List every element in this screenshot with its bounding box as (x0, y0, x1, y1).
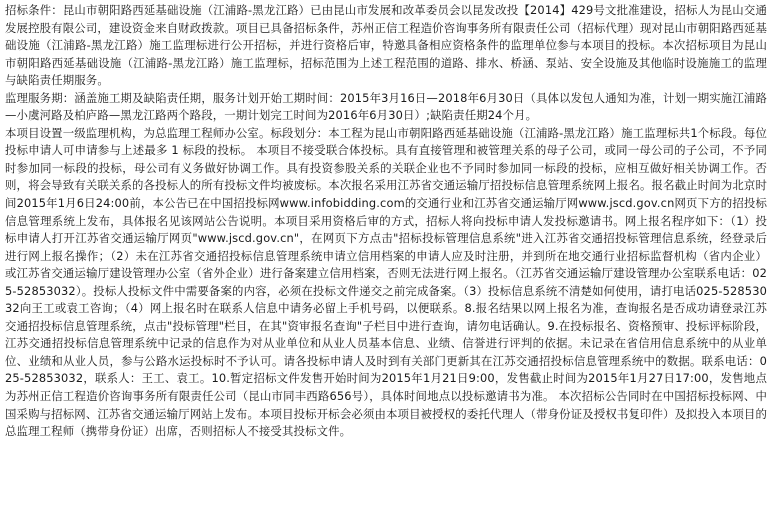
paragraph-project-details: 本项目设置一级监理机构，为总监理工程师办公室。标段划分：本工程为昆山市朝阳路西延基础设施（江浦路-黑龙江路）施工监理标共1个标段。每位投标申请人可申请参与上述最多 1 标段的投标。 本项目不接受联合体投标。具有直接管理和被管理关系的母子公司，或同一母公司的子公司，不予同时参加同一标段的投标，母公司有义务做好协调工作。具有投资参股关系的关联企业也不予同时参加同一标段的投标，应相互做好相关协调工作。否则，将会导致有关联关系的各投标人的所有投标文件均被废标。本次报名采用江苏省交通运输厅招投标信息管理系统网上报名。报名截止时间为北京时间2015年1月6日24:00前，本公告已在中国招投标网www.infobidding.com的交通行业和江苏省交通运输厅网www.jscd.gov.cn网页下方的招投标信息管理系统上发布，具体报名见该网站公告说明。本项目采用资格后审的方式，招标人将向投标申请人发投标邀请书。网上报名程序如下：（1）投标申请人打开江苏省交通运输厅网页"www.jscd.gov.cn"，在网页下方点击"招标投标管理信息系统"进入江苏省交通招投标管理信息系统，经登录后进行网上报名操作；（2）未在江苏省交通招投标信息管理系统申请立信用档案的申请人应及时注册，并到所在地交通行业招标监督机构（省内企业）或江苏省交通运输厅建设管理办公室（省外企业）进行备案建立信用档案，否则无法进行网上报名。（江苏省交通运输厅建设管理办公室联系电话：025-52853032）。投标人投标文件中需要备案的内容，必须在投标文件递交之前完成备案。（3）投标信息系统不清楚如何使用，请打电话025-52853032向王工或袁工咨询；（4）网上报名时在联系人信息中请务必留上手机号码，以便联系。8.报名结果以网上报名为准，查询报名是否成功请登录江苏交通招投标信息管理系统，点击"投标管理"栏目，在其"资审报名查询"子栏目中进行查询，请勿电话确认。9.在投标报名、资格预审、投标评标阶段，江苏交通招投标信息管理系统中记录的信息作为对从业单位和从业人员基本信息、业绩、信誉进行评判的依据。未记录在省信用信息系统中的从业单位、业绩和从业人员，参与公路水运投标时不予认可。请各投标申请人及时到有关部门更新其在江苏交通招投标信息管理系统中的数据。联系电话：025-52853032，联系人：王工、袁工。10.暂定招标文件发售开始时间为2015年1月21日9:00，发售截止时间为2015年1月27日17:00，发售地点为苏州正信工程造价咨询事务所有限责任公司（昆山市同丰西路656号），具体时间地点以投标邀请书为准。 本次招标公告同时在中国招标投标网、中国采购与招标网、江苏省交通运输厅网站上发布。本项目投标开标会必须由本项目被授权的委托代理人（带身份证及授权书复印件）及拟投入本项目的总监理工程师（携带身份证）出席，否则招标人不接受其投标文件。 (5, 125, 767, 439)
paragraph-service-period: 监理服务期：涵盖施工期及缺陷责任期，服务计划开始工期时间：2015年3月16日—2018年6月30日（具体以发包人通知为准，计划一期实施江浦路—小虞河路及柏庐路—黑龙江路两个路段，一期计划完工时间为2016年6月30日）;缺陷责任期24个月。 (5, 90, 767, 123)
paragraph-tender-conditions: 招标条件：昆山市朝阳路西延基础设施（江浦路-黑龙江路）已由昆山市发展和改革委员会以昆发改投【2014】429号文批准建设，招标人为昆山交通发展控股有限公司，建设资金来自财政拨款。项目已具备招标条件，苏州正信工程造价咨询事务所有限责任公司（招标代理）现对昆山市朝阳路西延基础设施（江浦路-黑龙江路）施工监理标进行公开招标，并进行资格后审，特邀具备相应资格条件的监理单位参与本项目的投标。本次招标项目为昆山市朝阳路西延基础设施（江浦路-黑龙江路）施工监理标，招标范围为上述工程范围的道路、排水、桥涵、泵站、安全设施及其他临时设施施工的监理与缺陷责任期服务。 (5, 3, 767, 88)
